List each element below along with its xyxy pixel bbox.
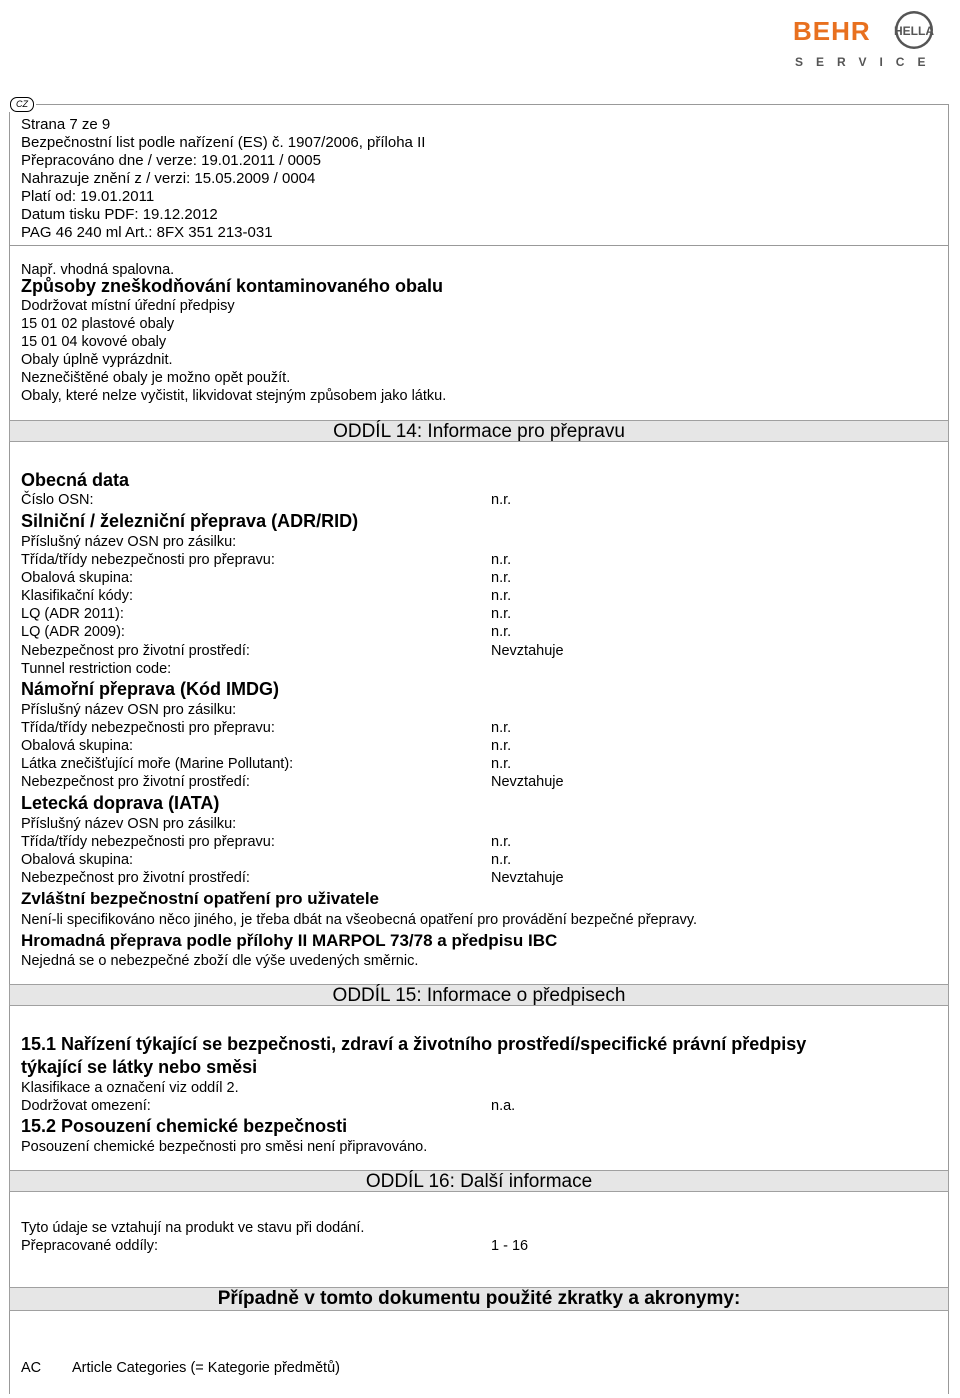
section-15-title: ODDÍL 15: Informace o předpisech <box>332 985 626 1006</box>
road-label: Příslušný název OSN pro zásilku: <box>21 534 237 550</box>
svg-text:SERVICE: SERVICE <box>795 55 939 69</box>
regulation-15-1-heading-cont: týkající se látky nebo směsi <box>21 1057 258 1077</box>
packaging-disposal-heading: Způsoby zneškodňování kontaminovaného obalu <box>21 276 444 296</box>
bulk-transport-text: Nejedná se o nebezpečné zboží dle výše uvedených směrnic. <box>21 953 419 969</box>
air-transport-heading: Letecká doprava (IATA) <box>21 793 220 813</box>
abbr-meaning: Article Categories (= Kategorie předmětů) <box>72 1360 340 1376</box>
disposal-text: Obaly, které nelze vyčistit, likvidovat stejným způsobem jako látku. <box>21 388 447 404</box>
sea-value: Nevztahuje <box>491 774 564 790</box>
road-value: n.r. <box>491 552 512 568</box>
sea-value: n.r. <box>491 720 512 736</box>
special-precautions-heading: Zvláštní bezpečnostní opatření pro uživatele <box>21 889 380 908</box>
product-state-text: Tyto údaje se vztahují na produkt ve stavu při dodání. <box>21 1220 365 1236</box>
air-value: n.r. <box>491 852 512 868</box>
replaces-version: Nahrazuje znění z / verzi: 15.05.2009 / 0004 <box>21 170 316 187</box>
revised-sections-value: 1 - 16 <box>491 1238 529 1254</box>
svg-text:HELLA: HELLA <box>894 24 934 38</box>
air-value: Nevztahuje <box>491 870 564 886</box>
bulk-transport-heading: Hromadná přeprava podle přílohy II MARPOL 73/78 a předpisu IBC <box>21 931 558 950</box>
road-value: Nevztahuje <box>491 643 564 659</box>
sea-transport-heading: Námořní přeprava (Kód IMDG) <box>21 679 280 699</box>
sea-label: Příslušný název OSN pro zásilku: <box>21 702 237 718</box>
classification-text: Klasifikace a označení viz oddíl 2. <box>21 1080 239 1096</box>
road-label: LQ (ADR 2011): <box>21 606 124 622</box>
restriction-label: Dodržovat omezení: <box>21 1098 151 1114</box>
sea-label: Třída/třídy nebezpečnosti pro přepravu: <box>21 720 275 736</box>
sea-label: Nebezpečnost pro životní prostředí: <box>21 774 250 790</box>
left-border <box>9 112 10 1394</box>
chemical-safety-text: Posouzení chemické bezpečnosti pro směsi není připravováno. <box>21 1139 428 1155</box>
disposal-text: Neznečištěné obaly je možno opět použít. <box>21 370 291 386</box>
page-number: Strana 7 ze 9 <box>21 116 111 133</box>
regulation-15-1-heading: 15.1 Nařízení týkající se bezpečnosti, zdraví a životního prostředí/specifické právní předpisy <box>21 1034 807 1054</box>
disposal-text: Obaly úplně vyprázdnit. <box>21 352 173 368</box>
disposal-text: Dodržovat místní úřední předpisy <box>21 298 235 314</box>
print-date: Datum tisku PDF: 19.12.2012 <box>21 206 218 223</box>
general-data-heading: Obecná data <box>21 470 130 490</box>
sea-value: n.r. <box>491 738 512 754</box>
air-value: n.r. <box>491 834 512 850</box>
language-badge: CZ <box>10 97 34 112</box>
section-16-title: ODDÍL 16: Další informace <box>365 1171 593 1192</box>
section-15-bar <box>9 984 949 1006</box>
road-label: Nebezpečnost pro životní prostředí: <box>21 643 250 659</box>
abbreviations-title: Případně v tomto dokumentu použité zkratky a akronymy: <box>217 1288 741 1309</box>
revised-sections-label: Přepracované oddíly: <box>21 1238 159 1254</box>
road-value: n.r. <box>491 588 512 604</box>
road-label: Tunnel restriction code: <box>21 661 172 677</box>
section-14-title: ODDÍL 14: Informace pro přepravu <box>333 421 625 442</box>
road-label: Třída/třídy nebezpečnosti pro přepravu: <box>21 552 275 568</box>
svg-text:BEHR: BEHR <box>793 16 871 46</box>
chemical-safety-heading: 15.2 Posouzení chemické bezpečnosti <box>21 1116 348 1136</box>
road-value: n.r. <box>491 570 512 586</box>
road-value: n.r. <box>491 606 512 622</box>
road-value: n.r. <box>491 624 512 640</box>
sds-regulation: Bezpečnostní list podle nařízení (ES) č. 1907/2006, příloha II <box>21 134 426 151</box>
un-number-value: n.r. <box>491 492 512 508</box>
abbreviations-bar <box>9 1287 949 1311</box>
disposal-line: Např. vhodná spalovna. <box>21 262 175 278</box>
header-bottom-rule <box>10 245 949 246</box>
air-label: Nebezpečnost pro životní prostředí: <box>21 870 250 886</box>
sea-label: Látka znečišťující moře (Marine Pollutant): <box>21 756 294 772</box>
behr-hella-service-logo <box>790 10 945 70</box>
road-label: Klasifikační kódy: <box>21 588 134 604</box>
road-label: Obalová skupina: <box>21 570 134 586</box>
abbr-code: AC <box>21 1360 42 1376</box>
restriction-value: n.a. <box>491 1098 516 1114</box>
sea-label: Obalová skupina: <box>21 738 134 754</box>
un-number-label: Číslo OSN: <box>21 492 94 508</box>
right-border <box>948 104 949 1394</box>
air-label: Třída/třídy nebezpečnosti pro přepravu: <box>21 834 275 850</box>
revision-date: Přepracováno dne / verze: 19.01.2011 / 0005 <box>21 152 321 169</box>
disposal-text: 15 01 04 kovové obaly <box>21 334 167 350</box>
air-label: Příslušný název OSN pro zásilku: <box>21 816 237 832</box>
disposal-text: 15 01 02 plastové obaly <box>21 316 175 332</box>
valid-from: Platí od: 19.01.2011 <box>21 188 155 205</box>
section-16-bar <box>9 1170 949 1192</box>
air-label: Obalová skupina: <box>21 852 134 868</box>
header-rule <box>36 104 949 105</box>
road-label: LQ (ADR 2009): <box>21 624 125 640</box>
product-id: PAG 46 240 ml Art.: 8FX 351 213-031 <box>21 224 273 241</box>
road-transport-heading: Silniční / železniční přeprava (ADR/RID) <box>21 511 359 531</box>
special-precautions-text: Není-li specifikováno něco jiného, je třeba dbát na všeobecná opatření pro provádění bezpečné přepravy. <box>21 912 698 928</box>
section-14-bar <box>9 420 949 442</box>
sea-value: n.r. <box>491 756 512 772</box>
